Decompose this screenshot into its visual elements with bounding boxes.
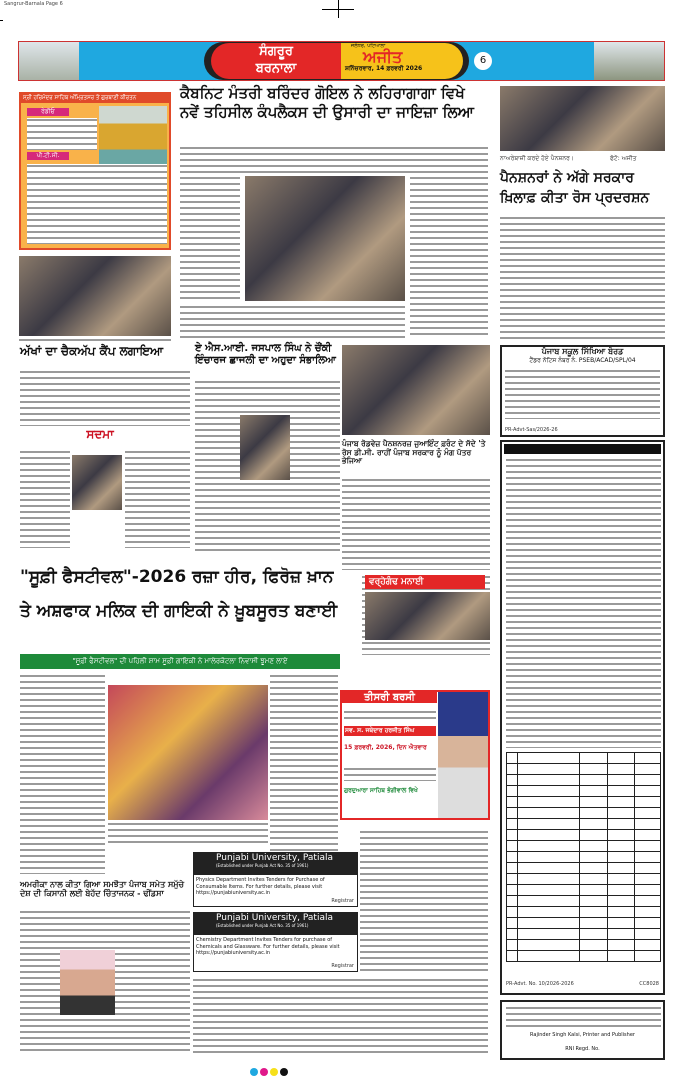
cmyk-dot (250, 1068, 258, 1076)
barsi-photo (438, 692, 488, 818)
pensioners-credit: ਫੋਟੋ: ਅਜੀਤ (610, 155, 637, 162)
pseb-notice-footer: PR-Advt-Sas/2026-26 (505, 427, 558, 433)
barsi-name: ਸਵ. ਸ. ਜਥੇਦਾਰ ਹਰਜੀਤ ਸਿੰਘ (344, 726, 436, 736)
pu-ad-body: Chemistry Department Invites Tenders for purchase of Chemicals and Glassware. For further details, please visit https://punjabiuniversity.ac.in (196, 937, 340, 956)
main-headline: ਕੈਬਨਿਟ ਮੰਤਰੀ ਬਰਿੰਦਰ ਗੋਇਲ ਨੇ ਲਹਿਰਾਗਾਗਾ ਵਿਖੇ ਨਵੇਂ ਤਹਿਸੀਲ ਕੰਪਲੈਕਸ ਦੀ ਉਸਾਰੀ ਦਾ ਜਾਇਜ਼ਾ ਲਿਆ (180, 84, 474, 121)
pu-ad-1 (193, 852, 358, 907)
pseb-notice-ref: ਟੈਂਡਰ ਨੋਟਿਸ ਨੰਬਰ ਨੰ. PSEB/ACAD/SPL/04 (529, 357, 636, 364)
main-story-photo (245, 176, 405, 301)
issue-date: ਸ਼ਨਿੱਚਰਵਾਰ, 14 ਫ਼ਰਵਰੀ 2026 (345, 65, 423, 72)
anniversary-photo (365, 592, 490, 640)
pensioners-photo (500, 86, 665, 151)
edition-name-2: ਬਰਨਾਲਾ (255, 61, 297, 76)
temple-box-title: ਸ੍ਰੀ ਹਰਿਮੰਦਰ ਸਾਹਿਬ ਅੰਮ੍ਰਿਤਸਰ ਤੋਂ ਗੁਰਬਾਣੀ ਕੀਰਤਨ (21, 94, 169, 103)
dhindsa-photo (60, 950, 115, 1015)
asi-headline: ਏ ਐਸ.ਆਈ. ਜਸਪਾਲ ਸਿੰਘ ਨੇ ਚੌਂਕੀ ਇੰਚਾਰਜ ਛਾਜਲੀ ਦਾ ਅਹੁਦਾ ਸੰਭਾਲਿਆ (195, 343, 336, 366)
sufi-subhead: "ਸੂਫ਼ੀ ਫੈਸਟੀਵਲ" ਦੀ ਪਹਿਲੀ ਸ਼ਾਮ ਸੂਫ਼ੀ ਗਾਇਕੀ ਨੇ ਮਾਲੇਰਕੋਟਲਾ ਨਿਵਾਸੀ ਝੂਮਣ ਲਾਏ (20, 654, 340, 669)
registration-mark-h (322, 9, 354, 10)
tender-table-notice (500, 440, 665, 995)
asi-photo (240, 415, 290, 480)
roadways-photo (342, 345, 490, 435)
sufi-headline: "ਸੂਫ਼ੀ ਫੈਸਟੀਵਲ"-2026 ਰਜ਼ਾ ਹੀਰ, ਫਿਰੋਜ਼ ਖ਼ਾਨ ਤੇ ਅਸ਼ਫਾਕ ਮਲਿਕ ਦੀ ਗਾਇਕੀ ਨੇ ਖ਼ੂਬਸੂਰਤ ਬਣਾਈ (20, 567, 338, 621)
table-notice-code: CC8028 (639, 981, 659, 987)
barsi-venue: ਗੁਰਦੁਆਰਾ ਸਾਹਿਬ ਭੋਗੀਵਾਲ ਵਿਖੇ (344, 787, 418, 794)
paper-logo: ਅਜੀਤ (363, 47, 403, 66)
roadways-headline: ਪੰਜਾਬ ਰੋਡਵੇਜ਼ ਪੈਨਸ਼ਨਰਜ਼ ਜੁਆਇੰਟ ਫ਼ਰੰਟ ਦੇ ਸੱਦੇ 'ਤੇ ਰੋਸ ਡੀ.ਸੀ. ਰਾਹੀਂ ਪੰਜਾਬ ਸਰਕਾਰ ਨੂੰ ਮੰਗ ਪੱਤਰ ਭੇਜਿਆ (342, 439, 486, 466)
pensioners-headline: ਪੈਨਸ਼ਨਰਾਂ ਨੇ ਅੱਗੇ ਸਰਕਾਰ ਖ਼ਿਲਾਫ਼ ਕੀਤਾ ਰੋਸ ਪ੍ਰਦਰਸ਼ਨ (500, 170, 650, 206)
obituary-photo (72, 455, 122, 510)
pu-ad-2 (193, 912, 358, 972)
barsi-date: 15 ਫ਼ਰਵਰੀ, 2026, ਦਿਨ ਐਤਵਾਰ (344, 744, 427, 751)
imprint-box (500, 1000, 665, 1060)
pu-ad-title: Punjabi University, Patiala (216, 853, 333, 863)
masthead-photo-left (19, 42, 79, 80)
obituary-headline: ਸਦਮਾ (86, 427, 114, 441)
masthead-photo-right (594, 42, 664, 80)
farmers-headline: ਅਮਰੀਕਾ ਨਾਲ ਕੀਤਾ ਗਿਆ ਸਮਝੌਤਾ ਪੰਜਾਬ ਸਮੇਤ ਸਮੁੱਚੇ ਦੇਸ਼ ਦੀ ਕਿਸਾਨੀ ਲਈ ਬੇਹੱਦ ਚਿੰਤਾਜਨਕ - ਢੀਂਡਸਾ (20, 880, 184, 899)
cmyk-dot (280, 1068, 288, 1076)
pu-ad-sub: (Established under Punjab Act No. 35 of 1961) (216, 923, 309, 928)
page-number: 6 (474, 52, 492, 70)
pu-ad-body: Physics Department Invites Tenders for Purchase of Consumable Items. For further details, please visit https://punjabiuniversity.ac.in (196, 877, 325, 896)
barsi-title: ਤੀਸਰੀ ਬਰਸੀ (342, 692, 437, 703)
edition-name-1: ਸੰਗਰੂਰ (259, 44, 293, 59)
data-table (506, 752, 661, 962)
imprint-line1: Rajinder Singh Kalsi, Printer and Publisher (530, 1032, 635, 1038)
golden-temple-photo (99, 106, 167, 164)
masthead (18, 41, 665, 81)
barsi-ad (340, 690, 490, 820)
pseb-notice-title: ਪੰਜਾਬ ਸਕੂਲ ਸਿੱਖਿਆ ਬੋਰਡ (541, 347, 624, 356)
pseb-notice (500, 345, 665, 437)
cmyk-dot (260, 1068, 268, 1076)
pu-ad-sub: (Established under Punjab Act No. 35 of 1961) (216, 863, 309, 868)
pu-ad-sign: Registrar (331, 963, 354, 969)
eye-camp-headline: ਅੱਖਾਂ ਦਾ ਚੈਕਅੱਪ ਕੈਂਪ ਲਗਾਇਆ (20, 344, 164, 358)
temple-box (19, 92, 171, 250)
tagline: ਜਲੰਧਰ, ਪਟਿਆਲਾ (351, 43, 386, 49)
cmyk-dot (270, 1068, 278, 1076)
eye-camp-photo (19, 256, 171, 336)
print-slug: Sangrur-Barnala Page 6 (4, 1, 63, 7)
tag-ptc: ਪੀ.ਟੀ.ਸੀ. (27, 152, 69, 160)
anniversary-headline: ਵਰ੍ਹੇਗੰਢ ਮਨਾਈ (365, 575, 485, 589)
sufi-festival-photo (108, 685, 268, 820)
table-notice-ref: PR-Advt. No. 10/2026-2026 (506, 981, 574, 987)
crop-mark (0, 20, 3, 21)
pu-ad-sign: Registrar (331, 898, 354, 904)
pensioners-caption: ਨਾਅਰੇਬਾਜ਼ੀ ਕਰਦੇ ਹੋਏ ਪੈਨਸ਼ਨਰ। (500, 155, 574, 162)
tag-radio: ਰੇਡੀਓ (27, 108, 69, 116)
pu-ad-title: Punjabi University, Patiala (216, 913, 333, 923)
imprint-line2: RNI Regd. No. (565, 1046, 600, 1052)
